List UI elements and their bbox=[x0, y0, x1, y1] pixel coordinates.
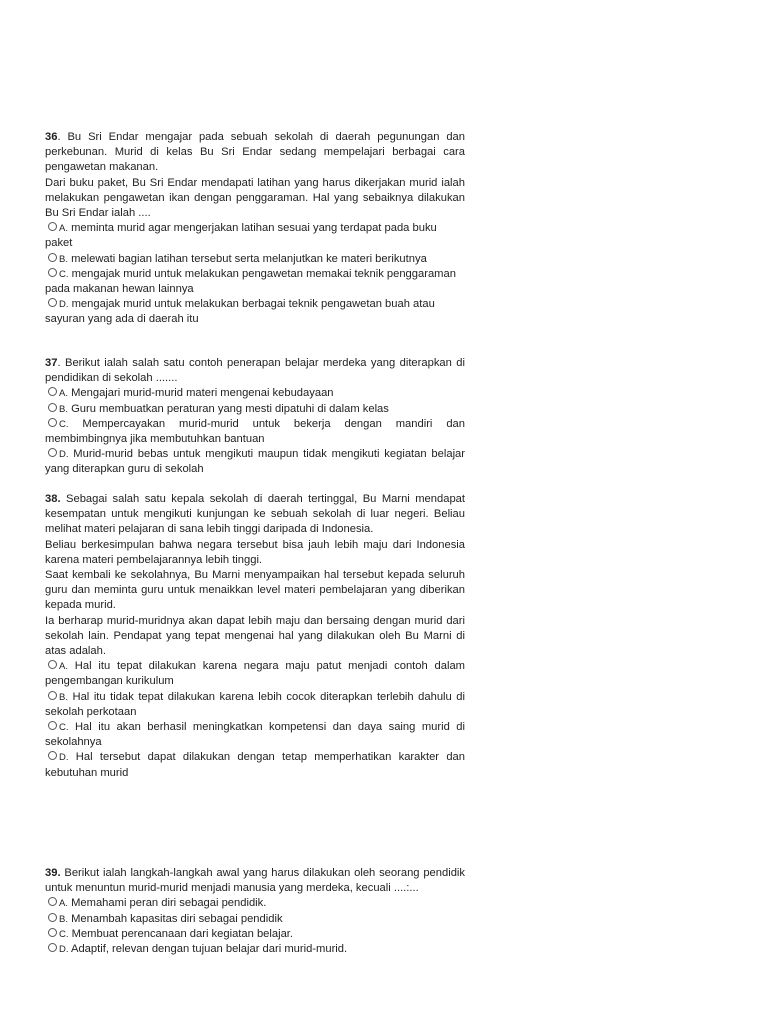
question-number: 37 bbox=[45, 357, 58, 369]
question-37 bbox=[45, 356, 465, 478]
question-text: Saat kembali ke sekolahnya, Bu Marni menyampaikan hal tersebut kepada seluruh guru dan meminta guru untuk menaikkan level materi pembelajaran yang diberikan kepada murid. bbox=[45, 569, 465, 612]
option-c[interactable] bbox=[45, 720, 465, 750]
option-text: Hal itu tepat dilakukan karena negara maju patut menjadi contoh dalam pengembangan kurikulum bbox=[45, 660, 465, 688]
question-text: Ia berharap murid-muridnya akan dapat lebih maju dan bersaing dengan murid dari sekolah lain. Pendapat yang tepat mengenai hal yang dilakukan oleh Bu Marni di atas adalah. bbox=[45, 614, 465, 658]
option-d[interactable] bbox=[45, 942, 465, 957]
question-text: . Bu Sri Endar mengajar pada sebuah sekolah di daerah pegunungan dan perkebunan. Murid di kelas Bu Sri Endar sedang mempelajari berbagai cara pengawetan makanan. bbox=[45, 131, 465, 174]
option-text: Hal itu tidak tepat dilakukan karena lebih cocok diterapkan terlebih dahulu di sekolah perkotaan bbox=[45, 690, 465, 718]
option-letter: D. bbox=[59, 752, 69, 764]
radio-icon[interactable] bbox=[48, 928, 57, 937]
question-39-stem bbox=[45, 866, 465, 896]
option-letter: D. bbox=[59, 299, 69, 311]
question-text: Beliau berkesimpulan bahwa negara tersebut bisa jauh lebih maju dari Indonesia karena materi pembelajarannya lebih tinggi. bbox=[45, 538, 465, 566]
option-text: mengajak murid untuk melakukan pengawetan memakai teknik penggaraman pada makanan hewan lainnya bbox=[45, 267, 456, 296]
radio-icon[interactable] bbox=[48, 418, 57, 427]
question-37-stem bbox=[45, 356, 465, 386]
option-letter: A. bbox=[59, 898, 68, 910]
option-text: Menambah kapasitas diri sebagai pendidik bbox=[67, 912, 283, 925]
option-text: Guru membuatkan peraturan yang mesti dipatuhi di dalam kelas bbox=[67, 402, 389, 415]
option-letter: A. bbox=[59, 661, 68, 673]
option-text: meminta murid agar mengerjakan latihan sesuai yang terdapat pada buku paket bbox=[45, 222, 437, 250]
question-39 bbox=[45, 866, 465, 957]
option-letter: C. bbox=[59, 268, 69, 280]
radio-icon[interactable] bbox=[48, 913, 57, 922]
radio-icon[interactable] bbox=[48, 897, 57, 906]
option-text: melewati bagian latihan tersebut serta melanjutkan ke materi berikutnya bbox=[67, 252, 427, 265]
question-number: 36 bbox=[45, 131, 58, 143]
option-letter: C. bbox=[59, 722, 69, 734]
question-text: Berikut ialah langkah-langkah awal yang harus dilakukan oleh seorang pendidik untuk menuntun murid-murid menjadi manusia yang merdeka, kecuali ....:... bbox=[45, 867, 465, 895]
option-letter: A. bbox=[59, 223, 68, 235]
radio-icon[interactable] bbox=[48, 943, 57, 952]
option-a[interactable] bbox=[45, 386, 465, 401]
radio-icon[interactable] bbox=[48, 721, 57, 730]
radio-icon[interactable] bbox=[48, 751, 57, 760]
option-b[interactable] bbox=[45, 252, 465, 267]
radio-icon[interactable] bbox=[48, 691, 57, 700]
radio-icon[interactable] bbox=[48, 298, 57, 307]
option-text: mengajak murid untuk melakukan berbagai teknik pengawetan buah atau sayuran yang ada di daerah itu bbox=[45, 298, 435, 326]
option-text: Memahami peran diri sebagai pendidik. bbox=[67, 897, 267, 910]
option-c[interactable] bbox=[45, 267, 465, 297]
option-c[interactable] bbox=[45, 927, 465, 942]
option-text: Hal itu akan berhasil meningkatkan kompetensi dan daya saing murid di sekolahnya bbox=[45, 721, 465, 749]
option-text: Adaptif, relevan dengan tujuan belajar dari murid-murid. bbox=[68, 943, 348, 956]
option-letter: D. bbox=[59, 449, 69, 461]
option-b[interactable] bbox=[45, 912, 465, 927]
option-a[interactable] bbox=[45, 659, 465, 689]
radio-icon[interactable] bbox=[48, 253, 57, 262]
question-text: . Berikut ialah salah satu contoh penerapan belajar merdeka yang diterapkan di pendidikan di sekolah ....... bbox=[45, 357, 465, 385]
option-letter: B. bbox=[59, 403, 68, 415]
radio-icon[interactable] bbox=[48, 222, 57, 231]
question-text: Dari buku paket, Bu Sri Endar mendapati latihan yang harus dikerjakan murid ialah melakukan pengawetan ikan dengan penggaraman. Hal yang sebaiknya dilakukan Bu Sri Endar ialah .... bbox=[45, 176, 465, 220]
option-letter: B. bbox=[59, 691, 68, 703]
question-number: 38. bbox=[45, 493, 61, 505]
radio-icon[interactable] bbox=[48, 660, 57, 669]
option-text: Mempercayakan murid-murid untuk bekerja dengan mandiri dan membimbingnya jika membutuhkan bantuan bbox=[45, 417, 465, 446]
option-text: Murid-murid bebas untuk mengikuti maupun tidak mengikuti kegiatan belajar yang diterapkan guru di sekolah bbox=[45, 448, 465, 476]
option-b[interactable] bbox=[45, 402, 465, 417]
option-letter: B. bbox=[59, 913, 68, 925]
question-text: Sebagai salah satu kepala sekolah di daerah tertinggal, Bu Marni mendapat kesempatan untuk mengikuti kunjungan ke sebuah sekolah di luar negeri. Beliau melihat materi pelajaran di sana lebih tinggi daripada di Indonesia. bbox=[45, 493, 465, 536]
option-d[interactable] bbox=[45, 297, 465, 327]
option-d[interactable] bbox=[45, 750, 465, 780]
question-36-stem bbox=[45, 130, 465, 176]
option-text: Hal tersebut dapat dilakukan dengan tetap memperhatikan karakter dan kebutuhan murid bbox=[45, 751, 465, 779]
question-36 bbox=[45, 130, 465, 328]
radio-icon[interactable] bbox=[48, 448, 57, 457]
radio-icon[interactable] bbox=[48, 387, 57, 396]
option-d[interactable] bbox=[45, 447, 465, 477]
option-letter: B. bbox=[59, 253, 68, 265]
option-text: Mengajari murid-murid materi mengenai kebudayaan bbox=[67, 387, 334, 400]
question-38-stem bbox=[45, 492, 465, 538]
option-letter: A. bbox=[59, 388, 68, 400]
radio-icon[interactable] bbox=[48, 403, 57, 412]
option-c[interactable] bbox=[45, 417, 465, 447]
question-38 bbox=[45, 492, 465, 781]
option-b[interactable] bbox=[45, 690, 465, 720]
radio-icon[interactable] bbox=[48, 268, 57, 277]
option-text: Membuat perencanaan dari kegiatan belajar. bbox=[68, 927, 294, 940]
option-letter: C. bbox=[59, 418, 69, 430]
option-a[interactable] bbox=[45, 221, 465, 251]
option-a[interactable] bbox=[45, 896, 465, 911]
option-letter: D. bbox=[59, 944, 69, 956]
question-number: 39. bbox=[45, 867, 61, 879]
option-letter: C. bbox=[59, 928, 69, 940]
